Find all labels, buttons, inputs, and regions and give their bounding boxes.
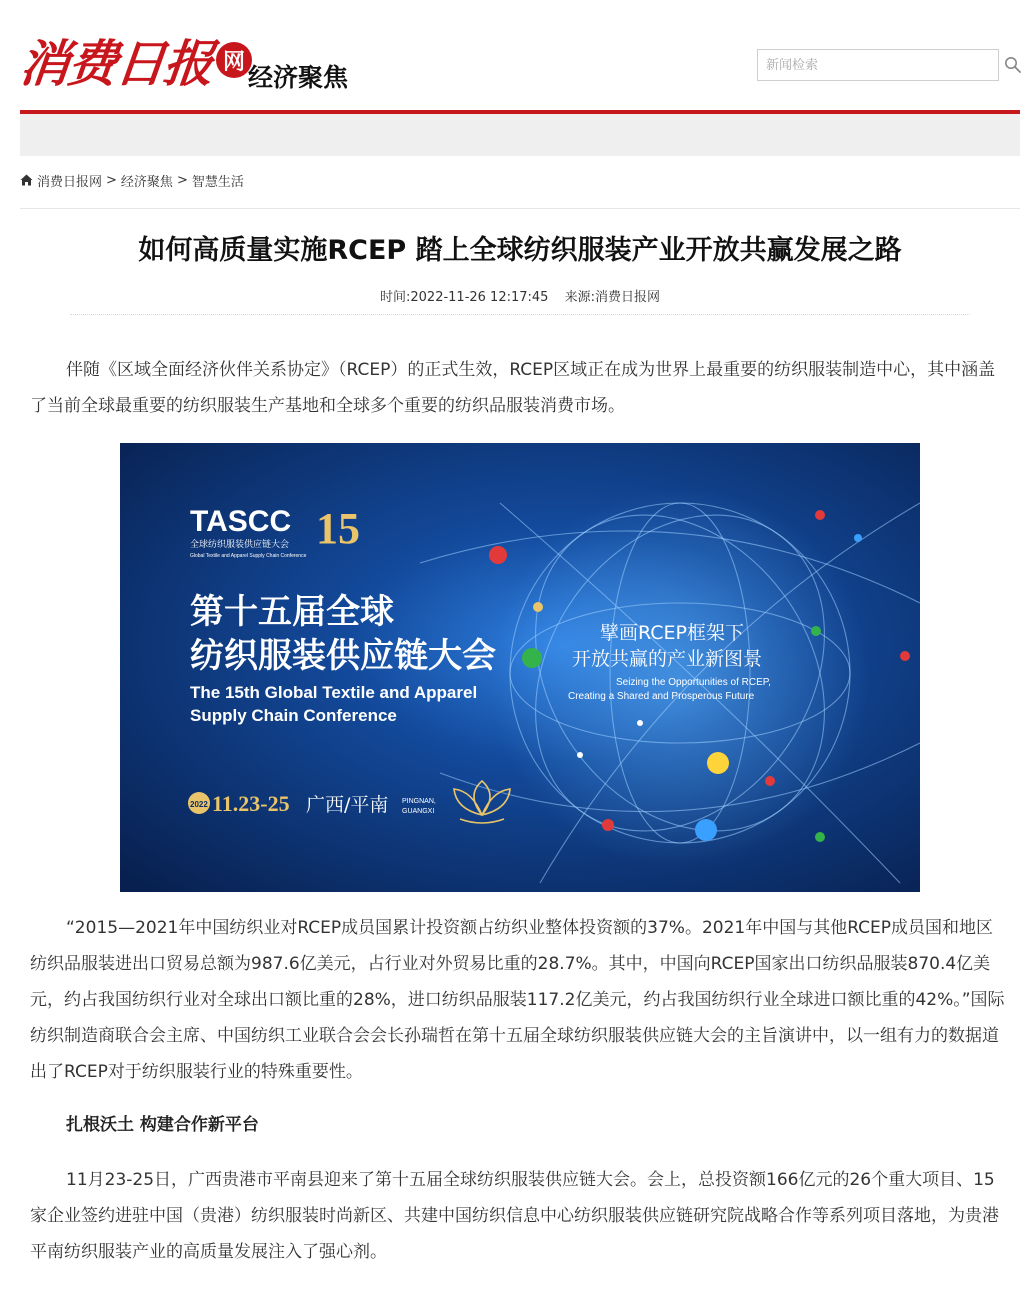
- banner-anniversary-mark: 15: [316, 504, 360, 553]
- banner-org-cn: 全球纺织服装供应链大会: [190, 540, 290, 550]
- banner-title-en-line2: Supply Chain Conference: [190, 706, 397, 725]
- breadcrumb-link-channel[interactable]: 经济聚焦: [120, 174, 173, 190]
- banner-place-cn: 广西/平南: [306, 794, 389, 816]
- article-paragraph: “2015—2021年中国纺织业对RCEP成员国累计投资额占纺织业整体投资额的37%。2021年中国与其他RCEP成员国和地区纺织品服装进出口贸易总额为987.6亿美元，占行业对外贸易比重的28.7%。其中，中国向RCEP国家出口纺织品服装870.4亿美元，约占我国纺织行业对全球出口额比重的28%，进口纺织品服装117.2亿美元，约占我国纺织行业全球进口额比重的42%。”国际纺织制造商联合会主席、中国纺织工业联合会会长孙瑞哲在第十五届全球纺织服装供应链大会的主旨演讲中，以一组有力的数据道出了RCEP对于纺织服装行业的特殊重要性。: [30, 918, 1005, 1082]
- publish-time: 时间:2022-11-26 12:17:45: [380, 290, 549, 305]
- article-title: 如何高质量实施RCEP 踏上全球纺织服装产业开放共赢发展之路: [138, 235, 902, 266]
- article-paragraph: 伴随《区域全面经济伙伴关系协定》（RCEP）的正式生效，RCEP区域正在成为世界上最重要的纺织服装制造中心，其中涵盖了当前全球最重要的纺织服装生产基地和全球多个重要的纺织品服装消费市场。: [30, 360, 996, 416]
- nav-bar: [20, 114, 1020, 156]
- article-source: 来源:消费日报网: [564, 290, 660, 305]
- search-input[interactable]: [758, 50, 998, 80]
- banner-place-en-line1: PINGNAN,: [402, 798, 436, 805]
- breadcrumb-divider: [20, 208, 1020, 209]
- banner-title-cn-line1: 第十五届全球: [190, 592, 394, 632]
- banner-slogan-en-line2: Creating a Shared and Prosperous Future: [568, 691, 755, 702]
- search-box: [757, 49, 999, 81]
- breadcrumb-link-section[interactable]: 智慧生活: [191, 174, 244, 190]
- banner-org-en: Global Textile and Apparel Supply Chain Conference: [190, 553, 307, 559]
- banner-title-en-line1: The 15th Global Textile and Apparel: [190, 683, 478, 702]
- breadcrumb: [20, 171, 244, 189]
- conference-banner-image: [120, 443, 920, 892]
- section-subheading: 扎根沃土 构建合作新平台: [66, 1115, 259, 1135]
- breadcrumb-separator: >: [106, 172, 117, 188]
- logo-badge: 网: [216, 42, 252, 78]
- home-icon: [20, 174, 33, 186]
- article-paragraph: 11月23-25日，广西贵港市平南县迎来了第十五届全球纺织服装供应链大会。会上，总投资额166亿元的26个重大项目、15家企业签约进驻中国（贵港）纺织服装时尚新区、共建中国纺织信息中心纺织服装供应链研究院战略合作等系列项目落地，为贵港平南纺织服装产业的高质量发展注入了强心剂。: [30, 1170, 999, 1262]
- site-logo[interactable]: [16, 28, 252, 93]
- banner-year: 2022: [190, 800, 208, 809]
- banner-place-en-line2: GUANGXI: [402, 808, 435, 815]
- banner-org-logo: TASCC: [190, 505, 292, 538]
- breadcrumb-separator: >: [176, 172, 188, 188]
- breadcrumb-link-home[interactable]: 消费日报网: [37, 174, 103, 190]
- banner-title-cn-line2: 纺织服装供应链大会: [190, 636, 496, 676]
- banner-slogan-cn-line1: 擘画RCEP框架下: [600, 622, 744, 644]
- site-header: [0, 0, 1036, 110]
- meta-divider: [70, 314, 970, 315]
- channel-title: 经济聚焦: [248, 63, 349, 92]
- article-meta: [20, 286, 1020, 305]
- banner-date: 11.23-25: [212, 791, 290, 816]
- banner-slogan-en-line1: Seizing the Opportunities of RCEP,: [616, 677, 771, 688]
- banner-slogan-cn-line2: 开放共赢的产业新图景: [572, 648, 763, 670]
- logo-text: 消费日报: [16, 34, 215, 93]
- search-icon[interactable]: [1004, 56, 1022, 74]
